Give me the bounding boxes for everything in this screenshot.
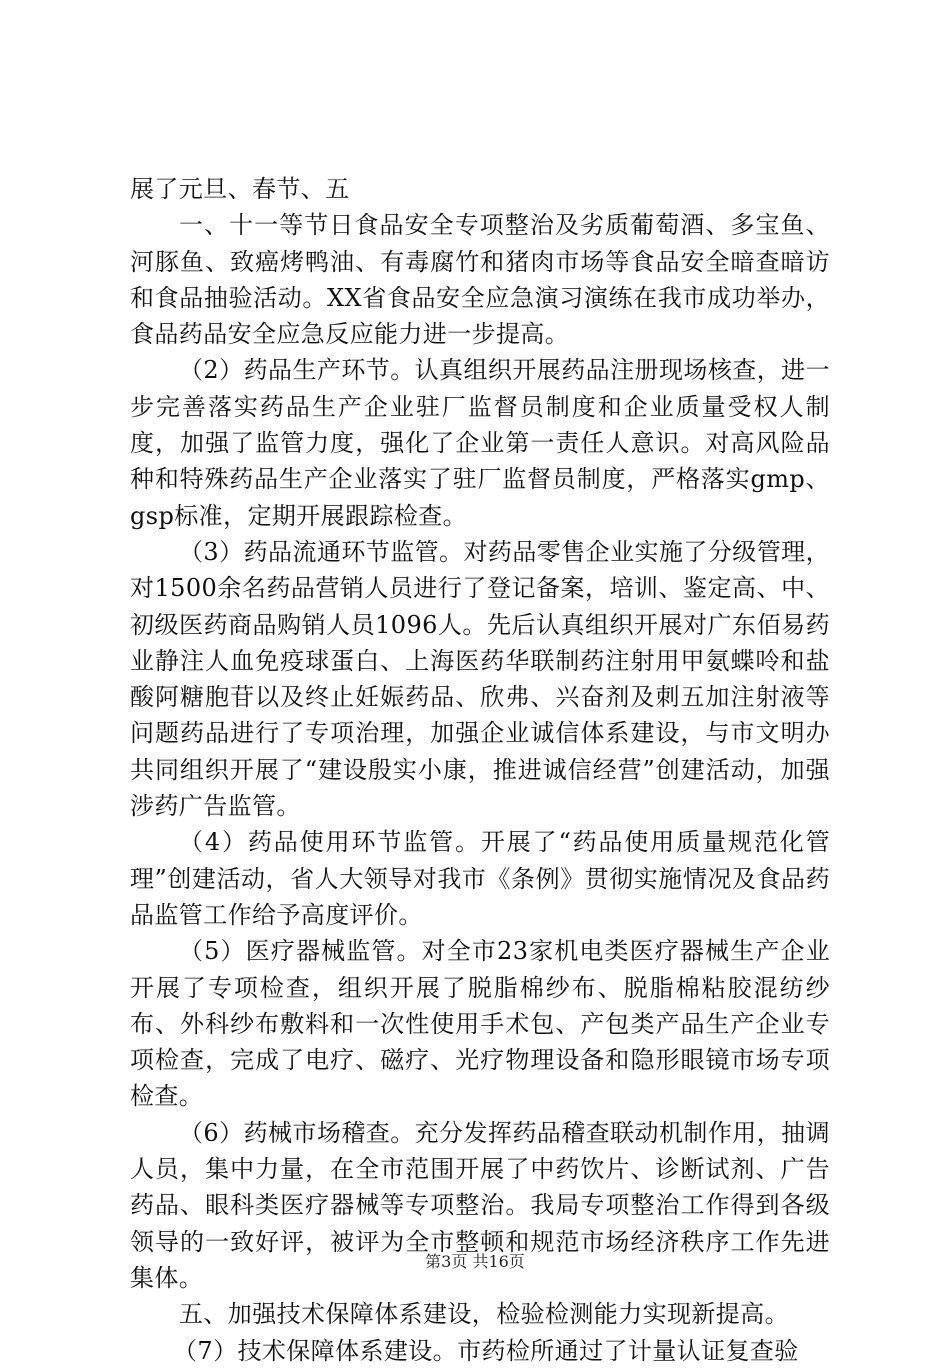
section-heading-technical-support: 五、加强技术保障体系建设，检验检测能力实现新提高。 <box>179 1300 789 1329</box>
paragraph-drug-distribution: （3）药品流通环节监管。对药品零售企业实施了分级管理，对1500余名药品营销人员进行了登记备案，培训、鉴定高、中、初级医药商品购销人员1096人。先后认真组织开展对广东佰易药业静注人血免疫球蛋白、上海医药华联制药注射用甲氨蝶呤和盐酸阿糖胞苷以及终止妊娠药品、欣弗、兴奋剂及刺五加注射液等问题药品进行了专项治理，加强企业诚信体系建设，与市文明办共同组织开展了“建设殷实小康，推进诚信经营”创建活动，加强涉药广告监管。 <box>130 537 830 821</box>
paragraph-technical-support-system: （7）技术保障体系建设。市药检所通过了计量认证复查验 <box>173 1336 799 1365</box>
paragraph-drug-usage: （4）药品使用环节监管。开展了“药品使用质量规范化管理”创建活动，省人大领导对我市《条例》贯彻实施情况及食品药品监管工作给予高度评价。 <box>130 828 830 929</box>
document-body <box>130 171 830 1369</box>
paragraph-market-inspection: （6）药械市场稽查。充分发挥药品稽查联动机制作用，抽调人员，集中力量，在全市范围开展了中药饮片、诊断试剂、广告药品、眼科类医疗器械等专项整治。我局专项整治工作得到各级领导的一致好评，被评为全市整顿和规范市场经济秩序工作先进集体。 <box>130 1118 830 1292</box>
page-number-footer: 第3页 共16页 <box>425 1252 525 1271</box>
paragraph-opening-fragment: 展了元旦、春节、五 <box>130 175 350 203</box>
paragraph-medical-devices: （5）医疗器械监管。对全市23家机电类医疗器械生产企业开展了专项检查，组织开展了脱脂棉纱布、脱脂棉粘胶混纺纱布、外科纱布敷料和一次性使用手术包、产包类产品生产企业专项检查，完成了电疗、磁疗、光疗物理设备和隐形眼镜市场专项检查。 <box>130 937 830 1111</box>
paragraph-holiday-food-safety: 一、十一等节日食品安全专项整治及劣质葡萄酒、多宝鱼、河豚鱼、致癌烤鸭油、有毒腐竹和猪肉市场等食品安全暗查暗访和食品抽验活动。XX省食品安全应急演习演练在我市成功举办，食品药品安全应急反应能力进一步提高。 <box>130 211 830 349</box>
paragraph-drug-production: （2）药品生产环节。认真组织开展药品注册现场核查，进一步完善落实药品生产企业驻厂监督员制度和企业质量受权人制度，加强了监管力度，强化了企业第一责任人意识。对高风险品种和特殊药品生产企业落实了驻厂监督员制度，严格落实gmp、gsp标准，定期开展跟踪检查。 <box>130 356 830 530</box>
